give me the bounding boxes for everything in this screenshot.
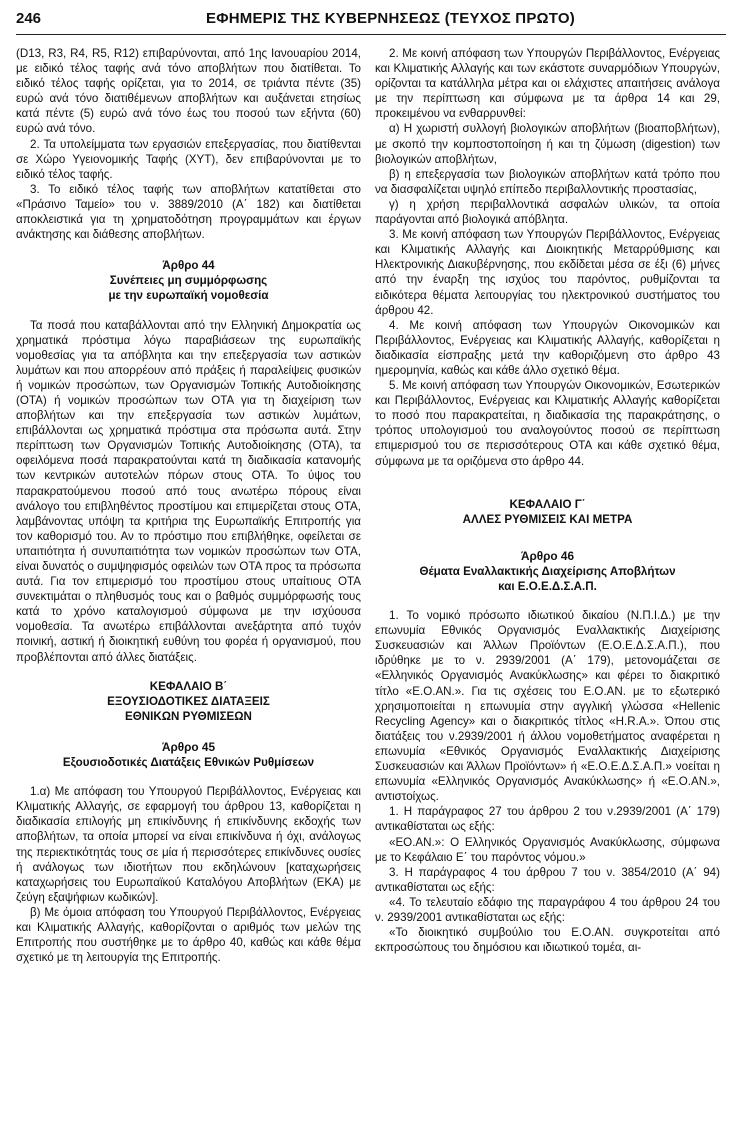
article-title: Συνέπειες μη συμμόρφωσης [109, 274, 268, 288]
paragraph: 2. Τα υπολείμματα των εργασιών επεξεργασίας, που διατίθενται σε Χώρο Υγειονομικής Ταφής (ΧΥΤ), δεν επιβαρύνονται με το ειδικό τέλος ταφής. [16, 137, 361, 181]
chapter-heading: ΕΘΝΙΚΩΝ ΡΥΘΜΙΣΕΩΝ [125, 709, 252, 723]
page-number: 246 [16, 10, 42, 27]
article-title: Θέματα Εναλλακτικής Διαχείρισης Αποβλήτων [419, 564, 676, 578]
article-title: και Ε.Ο.Ε.Δ.Σ.Α.Π. [498, 580, 597, 593]
left-column [16, 46, 361, 965]
paragraph: 3. Το ειδικό τέλος ταφής των αποβλήτων κατατίθεται στο «Πράσινο Ταμείο» του ν. 3889/2010 (Α΄ 182) και διατίθεται αποκλειστικά για τη χρηματοδότηση προγραμμάτων και έργων ανάκτησης και διάθεσης αποβλήτων. [16, 182, 361, 242]
paragraph: (D13, R3, R4, R5, R12) επιβαρύνονται, από 1ης Ιανουαρίου 2014, με ειδικό τέλος ταφής ανά τόνο αποβλήτων που διατίθεται. Το ειδικό τέλος ταφής ορίζεται, για το 2014, σε τριάντα πέντε (35) ευρώ ανά τόνο διατιθέμενων αποβλήτων και αυξάνεται ετησίως κατά πέντε (5) ευρώ ανά τόνο έως του ποσού των εξήντα (60) ευρώ ανά τόνο. [16, 47, 361, 136]
article-body: 1. Το νομικό πρόσωπο ιδιωτικού δικαίου (Ν.Π.Ι.Δ.) με την επωνυμία Εθνικός Οργανισμός Εναλλακτικής Διαχείρισης Συσκευασιών και Άλλων Προϊόντων (Ε.Ο.Ε.Δ.Σ.Α.Π.), που ιδρύθηκε με το ν. 2939/2001 (Α΄ 179), μετονομάζεται σε «Ελληνικός Οργανισμός Ανακύκλωσης» και φέρει το διακριτικό τίτλο «Ε.Ο.ΑΝ.». Για τις σχέσεις του Ε.Ο.ΑΝ. με το εξωτερικό χρησιμοποιείται η επωνυμία στην αγγλική γλώσσα «Hellenic Recycling Agency» και ο διακριτικός τίτλος «H.R.A.». Όπου στις διατάξεις του ν.2939/2001 ή άλλου νομοθετήματος αναφέρεται η επωνυμία «Εθνικός Οργανισμός Εναλλακτικής Διαχείρισης Συσκευασιών και Άλλων Προϊόντων» ή «Ε.Ο.Ε.Δ.Σ.Α.Π.» νοείται η επωνυμία «Ελληνικός Οργανισμός Ανακύκλωσης» ή «Ε.Ο.ΑΝ.», αντιστοίχως. [375, 609, 720, 804]
article-body: β) Με όμοια απόφαση του Υπουργού Περιβάλλοντος, Ενέργειας και Κλιματικής Αλλαγής, καθορίζονται ο αριθμός των μελών της Επιτροπής που συστήθηκε με το άρθρο 40, καθώς και κάθε θέμα σχετικό με τη λειτουργία της Επιτροπής. [16, 905, 361, 965]
article-body: 1. Η παράγραφος 27 του άρθρου 2 του ν.2939/2001 (Α΄ 179) αντικαθίσταται ως εξής: [375, 805, 720, 834]
article-body: «4. Το τελευταίο εδάφιο της παραγράφου 4 του άρθρου 24 του ν. 2939/2001 αντικαθίσταται ως εξής: [375, 895, 720, 924]
chapter-heading: ΕΞΟΥΣΙΟΔΟΤΙΚΕΣ ΔΙΑΤΑΞΕΙΣ [107, 694, 270, 708]
right-column [375, 46, 720, 955]
article-body: 3. Η παράγραφος 4 του άρθρου 7 του ν. 3854/2010 (Α΄ 94) αντικαθίσταται ως εξής: [375, 865, 720, 894]
article-number: Άρθρο 46 [520, 548, 575, 563]
chapter-heading: ΚΕΦΑΛΑΙΟ Β΄ [149, 679, 228, 693]
paragraph: α) Η χωριστή συλλογή βιολογικών αποβλήτων (βιοαποβλήτων), με σκοπό την κομποστοποίηση ή και τη ζύμωση (digestion) των βιολογικών αποβλήτων, [375, 122, 720, 166]
paragraph: 2. Με κοινή απόφαση των Υπουργών Περιβάλλοντος, Ενέργειας και Κλιματικής Αλλαγής και των εκάστοτε συναρμόδιων Υπουργών, ορίζονται τα κατάλληλα μέτρα και οι ελάχιστες απαιτήσεις ανάλογα με την περίπτωση και σύμφωνα με τα άρθρα 14 και 29, προκειμένου να ενθαρρυνθεί: [375, 47, 720, 121]
page-header [16, 8, 726, 35]
article-number: Άρθρο 44 [162, 259, 215, 273]
paragraph: 3. Με κοινή απόφαση των Υπουργών Περιβάλλοντος, Ενέργειας και Κλιματικής Αλλαγής και Διοικητικής Μεταρρύθμισης και Ηλεκτρονικής Διακυβέρνησης, που εκδίδεται μέσα σε έξι (6) μήνες από την έναρξη της ισχύος του παρόντος, ρυθμίζονται τα ειδικότερα θέματα λειτουργίας του ηλεκτρονικού συστήματος του άρθρου 42. [375, 228, 720, 317]
paragraph: 4. Με κοινή απόφαση των Υπουργών Οικονομικών και Περιβάλλοντος, Ενέργειας και Κλιματικής Αλλαγής, καθορίζεται η διαδικασία είσπραξης μετά την καθοριζόμενη στο άρθρο 43 ημερομηνία, καθώς και κάθε άλλο σχετικό θέμα. [375, 318, 720, 377]
article-number: Άρθρο 45 [161, 739, 216, 754]
chapter-heading: ΑΛΛΕΣ ΡΥΘΜΙΣΕΙΣ ΚΑΙ ΜΕΤΡΑ [462, 512, 633, 526]
article-body: 1.α) Με απόφαση του Υπουργού Περιβάλλοντος, Ενέργειας και Κλιματικής Αλλαγής, σε εφαρμογή του άρθρου 13, καθορίζεται η διαδικασία επιλογής μη επικίνδυνης ή επικίνδυνης εκδοχής των αποβλήτων, τα οποία μπορεί να είναι επικίνδυνα ή όχι, ανάλογως της περιεκτικότητάς τους σε μία ή περισσότερες επικίνδυνες ουσίες ή ανάλογως των ιδιοτήτων που εκδηλώνουν [καταχωρήσεις καταχωρήσεις του Ευρωπαϊκού Καταλόγου Αποβλήτων (ΕΚΑ) με ζεύγη εξαψήφιων κωδικών]. [16, 785, 361, 904]
article-title: με την ευρωπαϊκή νομοθεσία [108, 289, 269, 303]
article-body: «ΕΟ.ΑΝ.»: Ο Ελληνικός Οργανισμός Ανακύκλωσης, σύμφωνα με το Κεφάλαιο Ε΄ του παρόντος νόμου.» [375, 835, 720, 864]
article-body: Τα ποσά που καταβάλλονται από την Ελληνική Δημοκρατία ως χρηματικά πρόστιμα λόγω παραβιάσεων της ευρωπαϊκής νομοθεσίας για τα απόβλητα και την επεξεργασία των αστικών λυμάτων και που απορρέουν από πράξεις ή παραλείψεις φυσικών ή νομικών προσώπων, των Οργανισμών Τοπικής Αυτοδιοίκησης (ΟΤΑ) ή νομικών προσώπων των ΟΤΑ για τη διαχείριση των αποβλήτων και την επεξεργασία των αστικών λυμάτων, επιβάλλονται ως χρηματικά πρόστιμα στα πρόσωπα αυτά. Στην περίπτωση των Οργανισμών Τοπικής Αυτοδιοίκησης (ΟΤΑ), τα οφειλόμενα ποσά παρακρατούνται κατά τη διαδικασία κατανομής των κεντρικών αυτοτελών πόρων στους ΟΤΑ. Το ύψος του παρακρατούμενου ποσού από τους ανωτέρω πόρους είναι ανάλογο του επιβληθέντος προστίμου και επιμερίζεται στους ΟΤΑ, λαμβάνοντας υπόψη τα κριτήρια της Ευρωπαϊκής Επιτροπής για τον καθορισμό του. Αν το πρόστιμο που επιβλήθηκε, οφείλεται σε υπαιτιότητα ή συνυπαιτιότητα των νομικών προσώπων των ΟΤΑ, είναι δυνατός ο συμψηφισμός οφειλών των ΟΤΑ προς τα πρόσωπα αυτά. Για τον επιμερισμό του προστίμου στους υπαίτιους ΟΤΑ συνεκτιμάται ο πληθυσμός τους και ο βαθμός συμμόρφωσής τους κατά το χρόνο καταλογισμού σύμφωνα με την ισχύουσα νομοθεσία. Τα ανωτέρω επιβάλλονται ανεξάρτητα από τυχόν ποινική, αστική ή διοικητική ευθύνη του φορέα ή οργανισμού, που προβλέπονται από άλλες διατάξεις. [16, 318, 361, 664]
article-title: Εξουσιοδοτικές Διατάξεις Εθνικών Ρυθμίσεων [62, 756, 315, 770]
paragraph: 5. Με κοινή απόφαση των Υπουργών Οικονομικών, Εσωτερικών και Περιβάλλοντος, Ενέργειας και Κλιματικής Αλλαγής καθορίζεται το ποσό που παρακρατείται, η διαδικασία της παρακράτησης, ο τρόπος υπολογισμού του αναλογούντος ποσού σε περίπτωση επιμερισμού του σε περισσότερους ΟΤΑ και κάθε σχετικό θέμα, σύμφωνα με τα οριζόμενα στο άρθρο 44. [375, 379, 720, 468]
paragraph: β) η επεξεργασία των βιολογικών αποβλήτων κατά τρόπο που να διασφαλίζεται υψηλό επίπεδο περιβαλλοντικής προστασίας, [375, 167, 720, 196]
journal-title: ΕΦΗΜΕΡΙΣ ΤΗΣ ΚΥΒΕΡΝΗΣΕΩΣ (ΤΕΥΧΟΣ ΠΡΩΤΟ) [206, 10, 575, 27]
paragraph: γ) η χρήση περιβαλλοντικά ασφαλών υλικών, τα οποία παράγονται από βιολογικά απόβλητα. [375, 197, 720, 227]
article-body: «Το διοικητικό συμβούλιο του Ε.Ο.ΑΝ. συγκροτείται από εκπροσώπους του δημόσιου και ιδιωτικού τομέα, αι- [375, 926, 720, 955]
chapter-heading: ΚΕΦΑΛΑΙΟ Γ΄ [509, 497, 586, 511]
